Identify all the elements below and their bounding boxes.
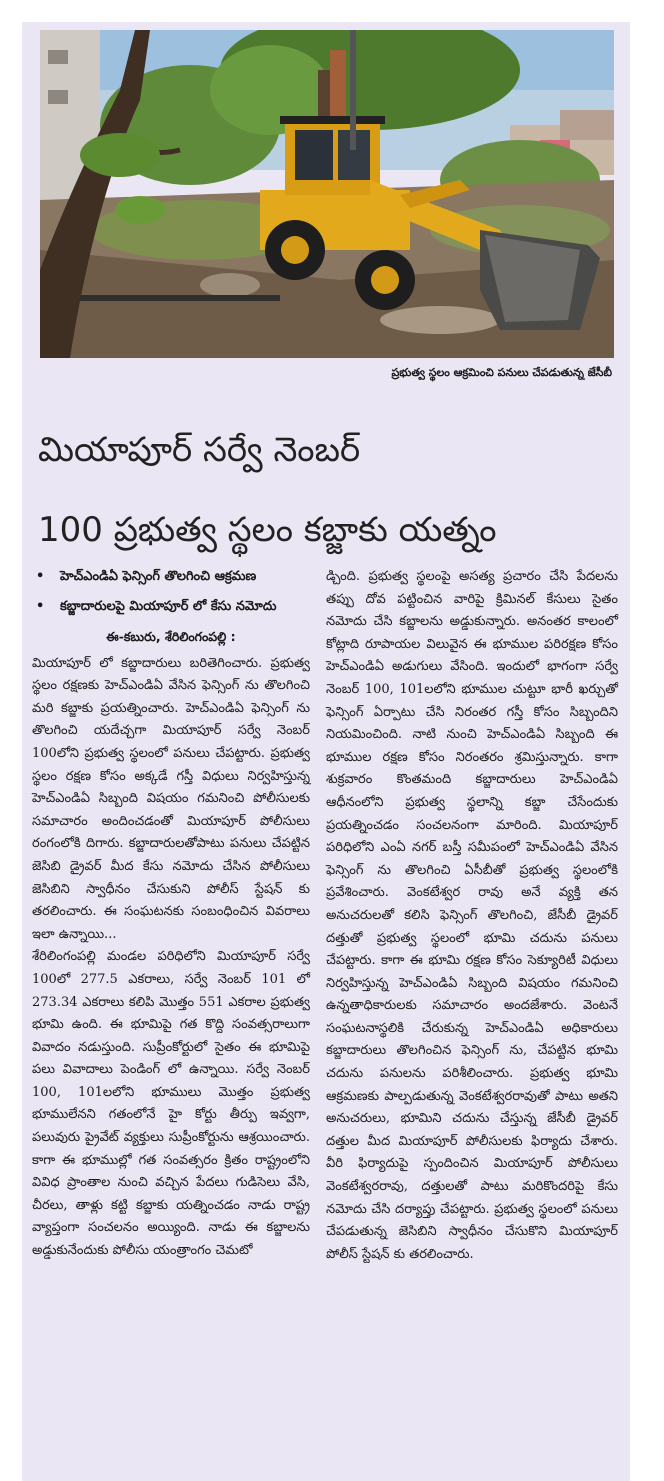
newspaper-clipping bbox=[22, 22, 630, 1481]
paragraph: మియాపూర్ లో కబ్జాదారులు బరితెగించారు. ప్రభుత్వ స్థలం రక్షణకు హెచ్ఎండిఏ వేసిన ఫెన్సింగ్ ను తొలగించి మరి కబ్జాకు ప్రయత్నించారు. హెచ్ఎండిఏ ఫెన్సింగ్ ను తొలగించి యదేచ్చగా మియాపూర్ సర్వే నెంబర్ 100లోని ప్రభుత్వ స్థలంలో పనులు చేపట్టారు. ప్రభుత్వ స్థలం రక్షణ కోసం అక్కడే గస్తీ విధులు నిర్వహిస్తున్న హెచ్ఎండిఏ సిబ్బంది విషయం గమనించి పోలీసులకు సమాచారం అందించడంతో మియాపూర్ పోలీసులు రంగంలోకి దిగారు. కబ్జాదారులతోపాటు పనులు చేపట్టిన జెసిబి డ్రైవర్ మీద కేసు నమోదు చేసిన పోలీసులు జెసిబిని స్వాధీనం చేసుకుని పోలీస్ స్టేషన్ కు తరలించారు. ఈ సంఘటనకు సంబంధించిన వివరాలు ఇలా ఉన్నాయి... bbox=[32, 655, 310, 942]
article-column-right bbox=[326, 566, 618, 1266]
news-photo bbox=[40, 30, 614, 358]
article-column-left bbox=[32, 566, 310, 1263]
highlight-text: కబ్జాదారులపై మియాపూర్ లో కేసు నమోదు bbox=[60, 599, 277, 614]
paragraph: డ్చింది. ప్రభుత్వ స్థలంపై అసత్య ప్రచారం చేసి పేదలను తప్పు దోవ పట్టించిన వారిపై క్రిమినల్ కేసులు సైతం నమోదు చేసి కబ్జాలను అడ్డుకున్నారు. అనంతర కాలంలో కోట్లాది రూపాయల విలువైన ఈ భూముల పరిరక్షణ కోసం హెచ్ఎండిఏ అడుగులు వేసింది. ఇందులో భాగంగా సర్వే నెంబర్ 100, 101లలోని భూముల చుట్టూ భారీ ఖర్చుతో ఫెన్సింగ్ ఏర్పాటు చేసి నిరంతర గస్తీ కోసం సిబ్బందిని నియమించింది. నాటి నుంచి హెచ్ఎండిఏ సిబ్బంది ఈ భూముల రక్షణ కోసం నిరంతరం శ్రమిస్తున్నారు. కాగా శుక్రవారం కొంతమంది కబ్జాదారులు హెచ్ఎండిఏ ఆధీనంలోని ప్రభుత్వ స్థలాన్ని కబ్జా చేసేందుకు ప్రయత్నించడం సంచలనంగా మారింది. మియాపూర్ పరిధిలోని ఎంఏ నగర్ బస్తీ సమీపంలో హెచ్ఎండిఏ వేసిన ఫెన్సింగ్ ను తొలగించి ఏసీబీతో ప్రభుత్వ స్థలంలోకి ప్రవేశించారు. వెంకటేశ్వర రావు అనే వ్యక్తి తన అనుచరులతో కలిసి ఫెన్సింగ్ తొలగించి, జేసీబీ డ్రైవర్ దత్తుతో ప్రభుత్వ స్థలంలో భూమి చదును పనులు చేపట్టారు. కాగా ఈ భూమి రక్షణ కోసం సెక్యూరిటీ విధులు నిర్వహిస్తున్న హెచ్ఎండిఏ సిబ్బంది విషయం గమనించి ఉన్నతాధికారులకు సమాచారం అందజేశారు. వెంటనే సంఘటనాస్థలికి చేరుకున్న హెచ్ఎండిఏ అధికారులు కబ్జాదారులు తొలగించిన ఫెన్సింగ్ ను, చేపట్టిన భూమి చదును పనులను పరిశీలించారు. ప్రభుత్వ భూమి ఆక్రమణకు పాల్పడుతున్న వెంకటేశ్వరరావుతో పాటు అతని అనుచరులు, భూమిని చదును చేస్తున్న జేసీబీ డ్రైవర్ దత్తుల మీద మియాపూర్ పోలీసులకు ఫిర్యాదు చేశారు. వీరి ఫిర్యాదుపై స్పందించిన మియాపూర్ పోలీసులు వెంకటేశ్వరరావు, దత్తులతో పాటు మరికొందరిపై కేసు నమోదు చేసి దర్యాప్తు చేపట్టారు. ప్రభుత్వ స్థలంలో పనులు చేపడుతున్న జెసిబిని స్వాధీనం చేసుకొని మియాపూర్ పోలీస్ స్టేషన్ కు తరలించారు. bbox=[326, 569, 618, 1262]
bullet-icon: • bbox=[36, 599, 45, 614]
headline-line-1: మియాపూర్ సర్వే నెంబర్ bbox=[38, 430, 361, 470]
highlight-item bbox=[32, 596, 310, 618]
headline bbox=[38, 410, 618, 570]
highlights-list bbox=[32, 566, 310, 618]
headline-line-2: 100 ప్రభుత్వ స్థలం కబ్జాకు యత్నం bbox=[38, 510, 497, 550]
dateline: ఈ-కబురు, శేరిలింగంపల్లి : bbox=[106, 629, 236, 644]
bullet-icon: • bbox=[36, 569, 45, 584]
highlight-text: హెచ్ఎండిఏ ఫెన్సింగ్ తొలగించి ఆక్రమణ bbox=[60, 569, 257, 584]
highlight-item bbox=[32, 566, 310, 588]
photo-caption: ప్రభుత్వ స్థలం ఆక్రమించి పనులు చేపడుతున్న జేసీబీ bbox=[391, 366, 612, 379]
paragraph: శేరిలింగంపల్లి మండల పరిధిలోని మియాపూర్ సర్వే 100లో 277.5 ఎకరాలు, సర్వే నెంబర్ 101 లో 273.34 ఎకరాలు కలిపి మొత్తం 551 ఎకరాల ప్రభుత్వ భూమి ఉంది. ఈ భూమిపై గత కొద్ది సంవత్సరాలుగా వివాదం నడుస్తుంది. సుప్రీంకోర్టులో సైతం ఈ భూమిపై పలు వివాదాలు పెండింగ్ లో ఉన్నాయి. సర్వే నెంబర్ 100, 101లలోని భూములు మొత్తం ప్రభుత్వ భూములేనని గతంలోనే హై కోర్టు తీర్పు ఇవ్వగా, పలువురు ప్రైవేట్ వ్యక్తులు సుప్రీంకోర్టును ఆశ్రయించారు. కాగా ఈ భూముల్లో గత సంవత్సరం క్రితం రాష్ట్రంలోని వివిధ ప్రాంతాల నుంచి వచ్చిన పేదలు గుడిసెలు వేసి, చీరలు, తాళ్లు కట్టి కబ్జాకు యత్నించడం నాడు రాష్ట్ర వ్యాప్తంగా సంచలనం అయ్యింది. నాడు ఈ కబ్జాలను అడ్డుకునేందుకు పోలీసు యంత్రాంగం చెమటో bbox=[32, 949, 310, 1259]
